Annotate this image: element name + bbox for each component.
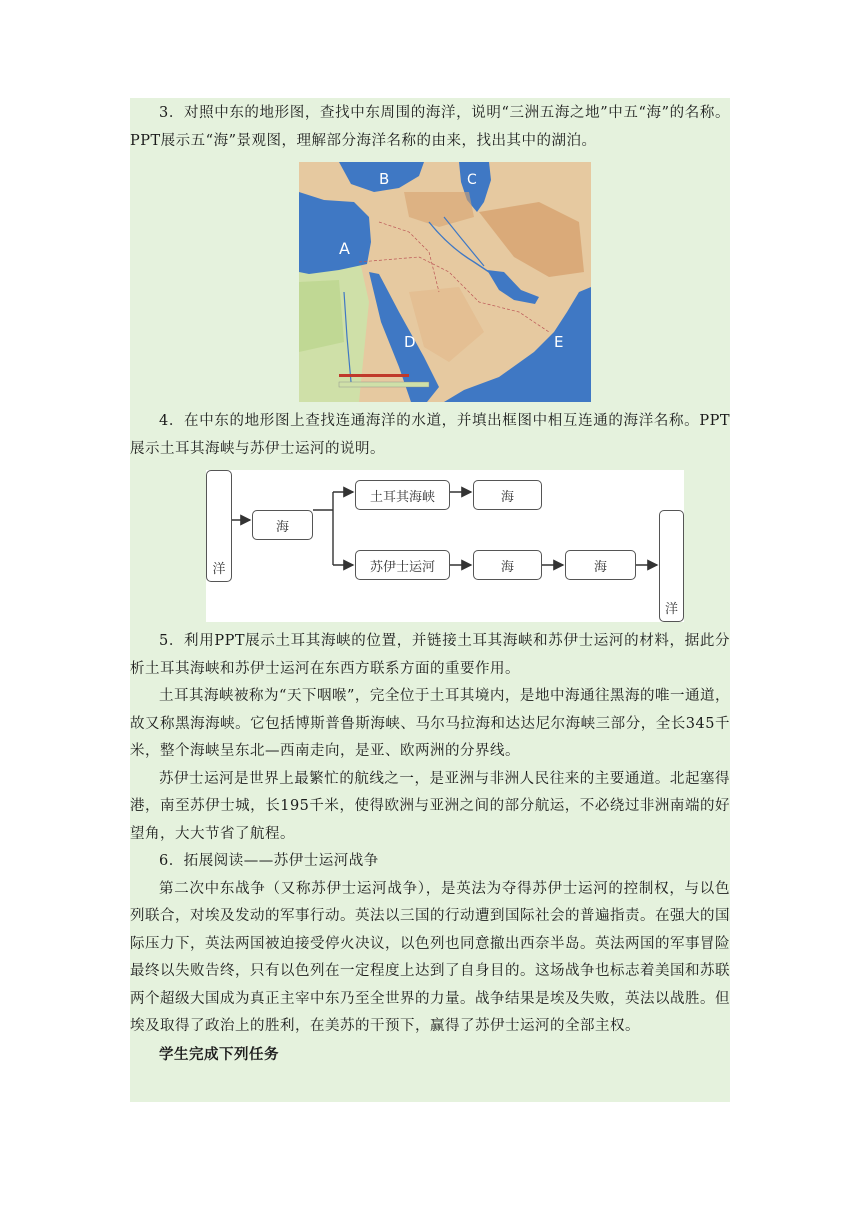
left-ocean-label: 洋 bbox=[212, 562, 226, 577]
task-heading: 学生完成下列任务 bbox=[159, 1045, 279, 1063]
map-label-e: E bbox=[554, 333, 564, 351]
sea-1-label: 海 bbox=[275, 519, 289, 535]
sea-box-mid-1 bbox=[473, 550, 542, 580]
suez-canal-label: 苏伊士运河 bbox=[369, 559, 435, 575]
sea-box-1 bbox=[252, 510, 313, 540]
turkish-strait-box bbox=[355, 480, 450, 510]
right-ocean-box bbox=[659, 510, 684, 622]
map-label-d: D bbox=[404, 333, 416, 351]
sea-box-top bbox=[473, 480, 542, 510]
sea-mid-1-label: 海 bbox=[500, 559, 514, 575]
paragraph-5-text: 5．利用PPT展示土耳其海峡的位置，并链接土耳其海峡和苏伊士运河的材料，据此分析土耳其海峡和苏伊士运河在东西方联系方面的重要作用。 bbox=[130, 633, 730, 677]
map-label-a: A bbox=[339, 239, 350, 258]
sea-box-mid-2 bbox=[565, 550, 636, 580]
right-ocean-label: 洋 bbox=[664, 602, 678, 617]
paragraph-4 bbox=[130, 408, 730, 463]
paragraph-3 bbox=[130, 100, 730, 155]
turkish-strait-text: 土耳其海峡被称为“天下咽喉”，完全位于土耳其境内，是地中海通往黑海的唯一通道，故又称黑海海峡。它包括博斯普鲁斯海峡、马尔马拉海和达达尼尔海峡三部分，全长345千米，整个海峡呈东北—西南走向，是亚、欧两洲的分界线。 bbox=[130, 688, 730, 759]
suez-canal-box bbox=[355, 550, 450, 580]
suez-war-text: 第二次中东战争（又称苏伊士运河战争），是英法为夺得苏伊士运河的控制权，与以色列联合，对埃及发动的军事行动。英法以三国的行动遭到国际社会的普遍指责。在强大的国际压力下，英法两国被迫接受停火决议，以色列也同意撤出西奈半岛。英法两国的军事冒险最终以失败告终，只有以色列在一定程度上达到了自身目的。这场战争也标志着美国和苏联两个超级大国成为真正主宰中东乃至全世界的力量。战争结果是埃及失败，英法以战胜。但埃及取得了政治上的胜利，在美苏的干预下，赢得了苏伊士运河的全部主权。 bbox=[130, 880, 730, 1034]
sea-mid-2-label: 海 bbox=[593, 559, 607, 575]
map-label-b: B bbox=[379, 170, 390, 188]
map-illustration bbox=[299, 162, 591, 402]
middle-east-map bbox=[299, 162, 591, 402]
left-ocean-box bbox=[206, 470, 232, 582]
paragraph-5-block bbox=[130, 628, 730, 1068]
paragraph-6-heading: 6．拓展阅读——苏伊士运河战争 bbox=[159, 853, 379, 869]
turkish-strait-label: 土耳其海峡 bbox=[369, 489, 435, 505]
sea-top-label: 海 bbox=[500, 489, 514, 505]
waterway-flow-diagram bbox=[206, 470, 684, 622]
map-label-c: C bbox=[467, 172, 477, 188]
suez-canal-text: 苏伊士运河是世界上最繁忙的航线之一，是亚洲与非洲人民往来的主要通道。北起塞得港，南至苏伊士城，长195千米，使得欧洲与亚洲之间的部分航运，不必绕过非洲南端的好望角，大大节省了航程。 bbox=[130, 770, 730, 842]
paragraph-4-text: 4．在中东的地形图上查找连通海洋的水道，并填出框图中相互连通的海洋名称。PPT展示土耳其海峡与苏伊士运河的说明。 bbox=[130, 413, 730, 457]
paragraph-3-text: 3．对照中东的地形图，查找中东周围的海洋，说明“三洲五海之地”中五“海”的名称。PPT展示五“海”景观图，理解部分海洋名称的由来，找出其中的湖泊。 bbox=[130, 105, 730, 149]
